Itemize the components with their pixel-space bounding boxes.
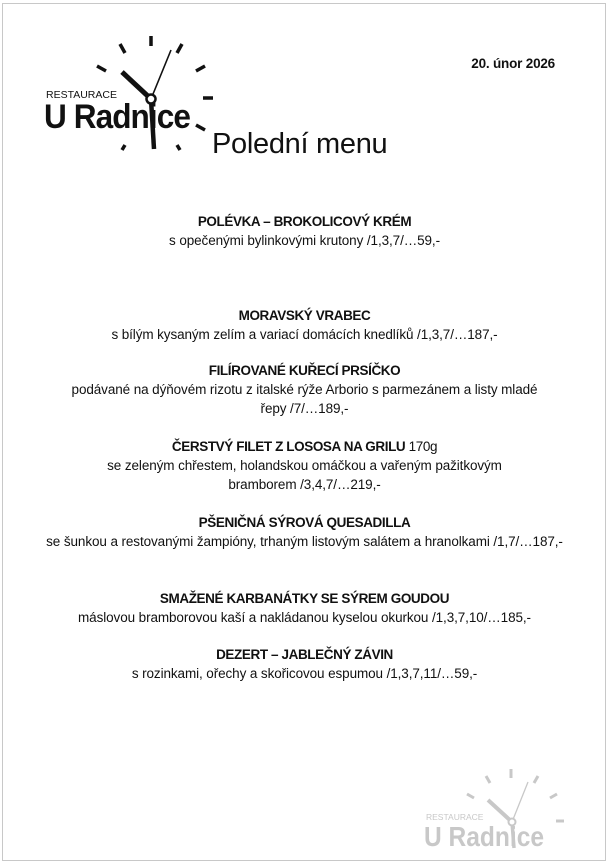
menu-item — [30, 361, 579, 418]
menu-item — [30, 437, 579, 494]
restaurant-logo — [44, 32, 224, 152]
page-title: Polední menu — [212, 128, 388, 160]
logo-big-text: U Radnice — [424, 821, 544, 852]
logo-small-text: RESTAURACE — [46, 89, 117, 101]
item-name: ČERSTVÝ FILET Z LOSOSA NA GRILU 170g — [171, 439, 438, 454]
item-name: SMAŽENÉ KARBANÁTKY SE SÝREM GOUDOU — [159, 591, 450, 606]
item-name: POLÉVKA – BROKOLICOVÝ KRÉM — [197, 214, 412, 229]
menu-item — [30, 589, 579, 627]
item-name: PŠENIČNÁ SÝROVÁ QUESADILLA — [198, 515, 411, 530]
item-description: s rozinkami, ořechy a skořicovou espumou /1,3,7,11/…59,- — [131, 666, 478, 681]
logo-small-text: RESTAURACE — [426, 812, 484, 822]
menu-item — [30, 513, 579, 551]
menu-item — [30, 645, 579, 683]
item-description: s bílým kysaným zelím a variací domácích knedlíků /1,3,7/…187,- — [111, 327, 498, 342]
menu-item — [30, 212, 579, 250]
footer-logo-watermark — [424, 766, 574, 856]
item-name: DEZERT – JABLEČNÝ ZÁVIN — [216, 647, 393, 662]
item-name: FILÍROVANÉ KUŘECÍ PRSÍČKO — [208, 363, 401, 378]
logo-big-text: U Radnice — [44, 98, 191, 136]
item-name: MORAVSKÝ VRABEC — [238, 308, 371, 323]
item-description: máslovou bramborovou kaší a nakládanou kyselou okurkou /1,3,7,10/…185,- — [78, 610, 531, 625]
menu-date: 20. únor 2026 — [471, 56, 555, 71]
item-description: se zeleným chřestem, holandskou omáčkou a vařeným pažitkovým bramborem /3,4,7/…219,- — [107, 458, 502, 492]
menu-item — [30, 306, 579, 344]
item-description: s opečenými bylinkovými krutony /1,3,7/…59,- — [169, 233, 440, 248]
item-description: podávané na dýňovém rizotu z italské rýže Arborio s parmezánem a listy mladé řepy /7/…189,- — [71, 382, 538, 416]
item-description: se šunkou a restovanými žampióny, trhaným listovým salátem a hranolkami /1,7/…187,- — [46, 534, 563, 549]
